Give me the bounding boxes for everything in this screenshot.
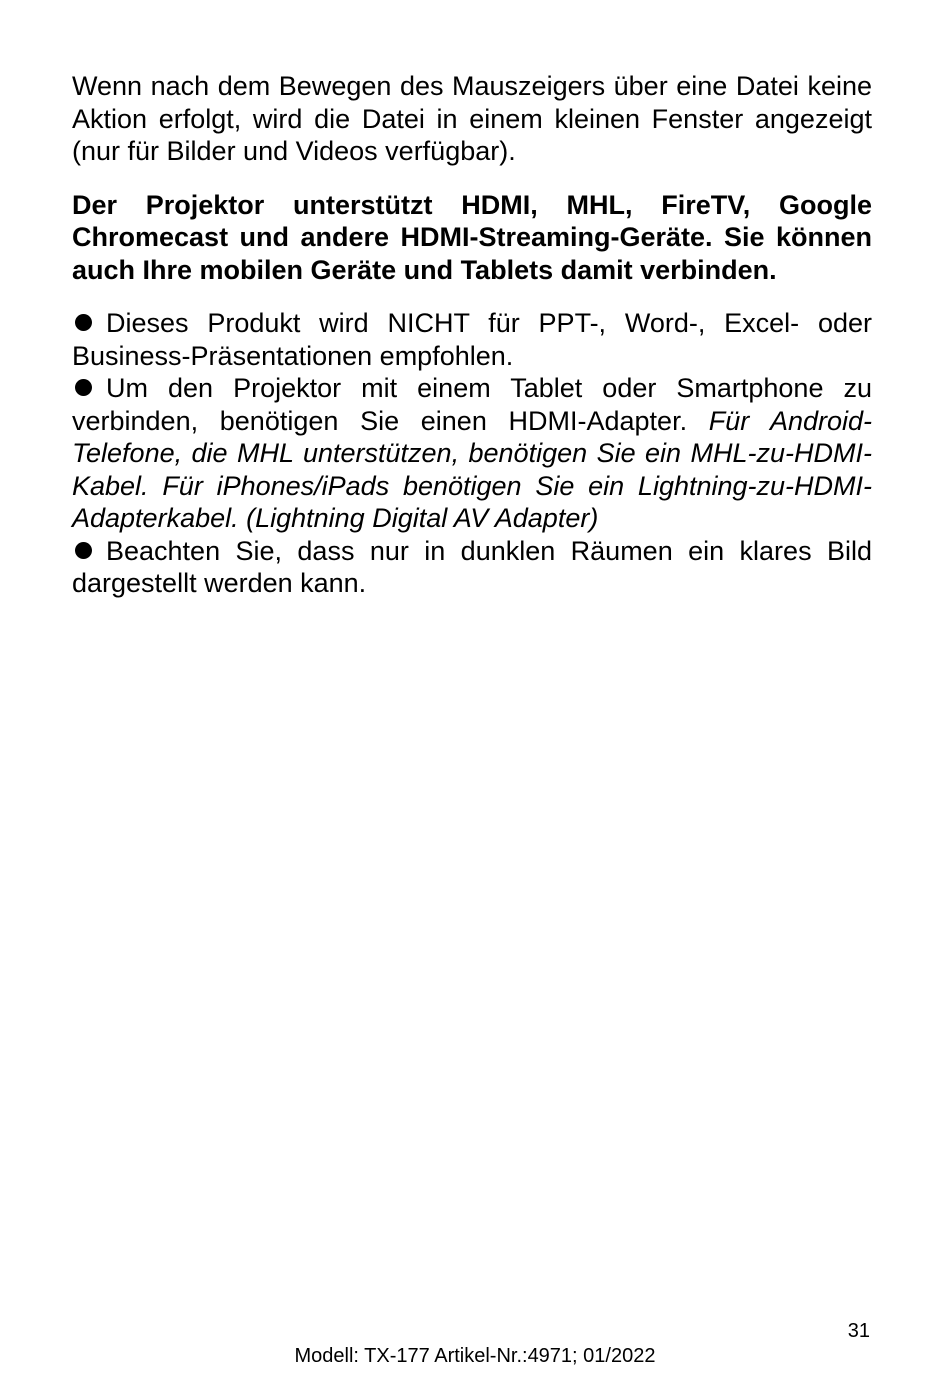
bullet-text: Dieses Produkt wird NICHT für PPT-, Word-, Excel- oder Business-Präsentationen empfohlen. xyxy=(72,308,872,371)
page-number: 31 xyxy=(847,1320,870,1342)
footer-model-info: Modell: TX-177 Artikel-Nr.:4971; 01/2022 xyxy=(294,1345,656,1367)
bullet-icon xyxy=(75,542,92,559)
bullet-icon xyxy=(75,314,92,331)
bullet-item-mobile-connection xyxy=(72,372,872,535)
page-content xyxy=(72,70,872,600)
bullet-text: Beachten Sie, dass nur in dunklen Räumen ein klares Bild dargestellt werden kann. xyxy=(72,535,872,598)
device-support-paragraph: Der Projektor unterstützt HDMI, MHL, FireTV, Google Chromecast und andere HDMI-Streaming-Geräte. Sie können auch Ihre mobilen Geräte und Tablets damit verbinden. xyxy=(72,189,872,285)
bullet-italic-note: Für Android-Telefone, die MHL unterstützen, benötigen Sie ein MHL-zu-HDMI-Kabel. Für iPhones/iPads benötigen Sie ein Lightning-zu-HDMI-Adapterkabel. (Lightning Digital AV Adapter) xyxy=(72,405,872,533)
bullet-icon xyxy=(75,379,92,396)
bullet-item-presentation xyxy=(72,307,872,372)
bullet-text: Um den Projektor mit einem Tablet oder Smartphone zu verbinden, benötigen Sie einen HDMI-Adapter. xyxy=(72,373,872,436)
hover-info-paragraph: Wenn nach dem Bewegen des Mauszeigers über eine Datei keine Aktion erfolgt, wird die Datei in einem kleinen Fenster angezeigt (nur für Bilder und Videos verfügbar). xyxy=(72,71,872,166)
bullet-item-dark-room xyxy=(72,535,872,600)
